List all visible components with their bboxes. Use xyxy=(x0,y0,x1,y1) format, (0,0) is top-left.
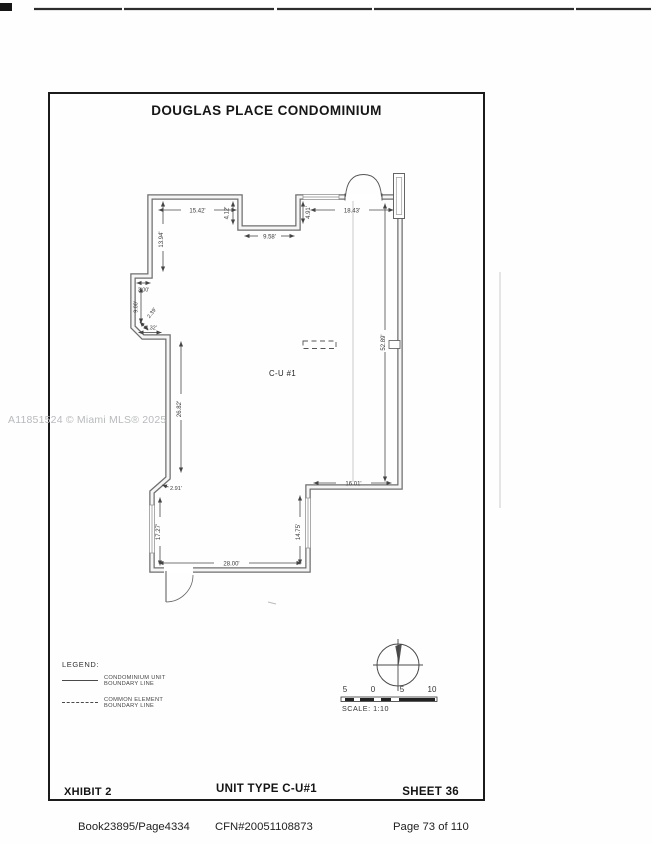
dimension-label: 16.01' xyxy=(345,481,362,488)
footer-page-number: Page 73 of 110 xyxy=(393,821,469,833)
legend-item-condominium-unit xyxy=(62,675,232,691)
dimension-label: 52.89' xyxy=(381,334,387,351)
dimension-label: 3.00' xyxy=(137,287,150,294)
page-title: DOUGLAS PLACE CONDOMINIUM xyxy=(151,103,382,118)
dimension-label: 13.94' xyxy=(159,231,165,248)
dimension-label: 26.82' xyxy=(177,400,183,418)
dimension-label: 14.75' xyxy=(296,523,302,541)
footer-cfn: CFN#20051108873 xyxy=(215,821,313,833)
dimension-label: 4.91' xyxy=(306,206,312,219)
scale-tick: 5 xyxy=(399,685,405,694)
scale-tick: 0 xyxy=(370,685,376,694)
dimension-label: 15.42' xyxy=(189,208,206,215)
footer-book-page: Book23895/Page4334 xyxy=(78,821,190,833)
dimension-label: 2.91' xyxy=(170,486,182,492)
legend-item-common-element xyxy=(62,697,232,713)
unit-label: C-U #1 xyxy=(269,369,297,378)
legend-heading: LEGEND: xyxy=(62,660,100,669)
scale-label: SCALE: 1:10 xyxy=(342,704,390,713)
solid-line-sample xyxy=(62,680,98,681)
page-frame xyxy=(48,92,485,801)
dimension-label: 28.00' xyxy=(223,561,240,568)
exhibit-label: XHIBIT 2 xyxy=(64,786,112,798)
dimension-label: 18.43' xyxy=(343,208,361,215)
legend-item-label: CONDOMINIUM UNIT xyxy=(104,675,166,681)
scale-tick: 5 xyxy=(342,685,348,694)
dashed-line-sample xyxy=(62,702,98,703)
dimension-label: 17.27' xyxy=(156,523,162,541)
sheet-number: SHEET 36 xyxy=(402,786,459,798)
legend-item-label: BOUNDARY LINE xyxy=(104,703,155,710)
legend-item-label: COMMON ELEMENT xyxy=(104,697,164,703)
dimension-label: 9.58' xyxy=(263,234,276,241)
dimension-label: 4.12' xyxy=(224,206,231,220)
mls-watermark: A11851524 © Miami MLS® 2025 xyxy=(8,414,167,426)
scale-tick: 10 xyxy=(427,685,437,694)
dimension-label: 9.00' xyxy=(133,301,140,313)
legend xyxy=(62,660,232,713)
dimension-label: 2.39' xyxy=(146,306,159,320)
legend-item-label: BOUNDARY LINE xyxy=(104,681,155,688)
unit-type-label: UNIT TYPE C-U#1 xyxy=(216,783,317,795)
dimension-label: 4.32' xyxy=(145,325,157,332)
